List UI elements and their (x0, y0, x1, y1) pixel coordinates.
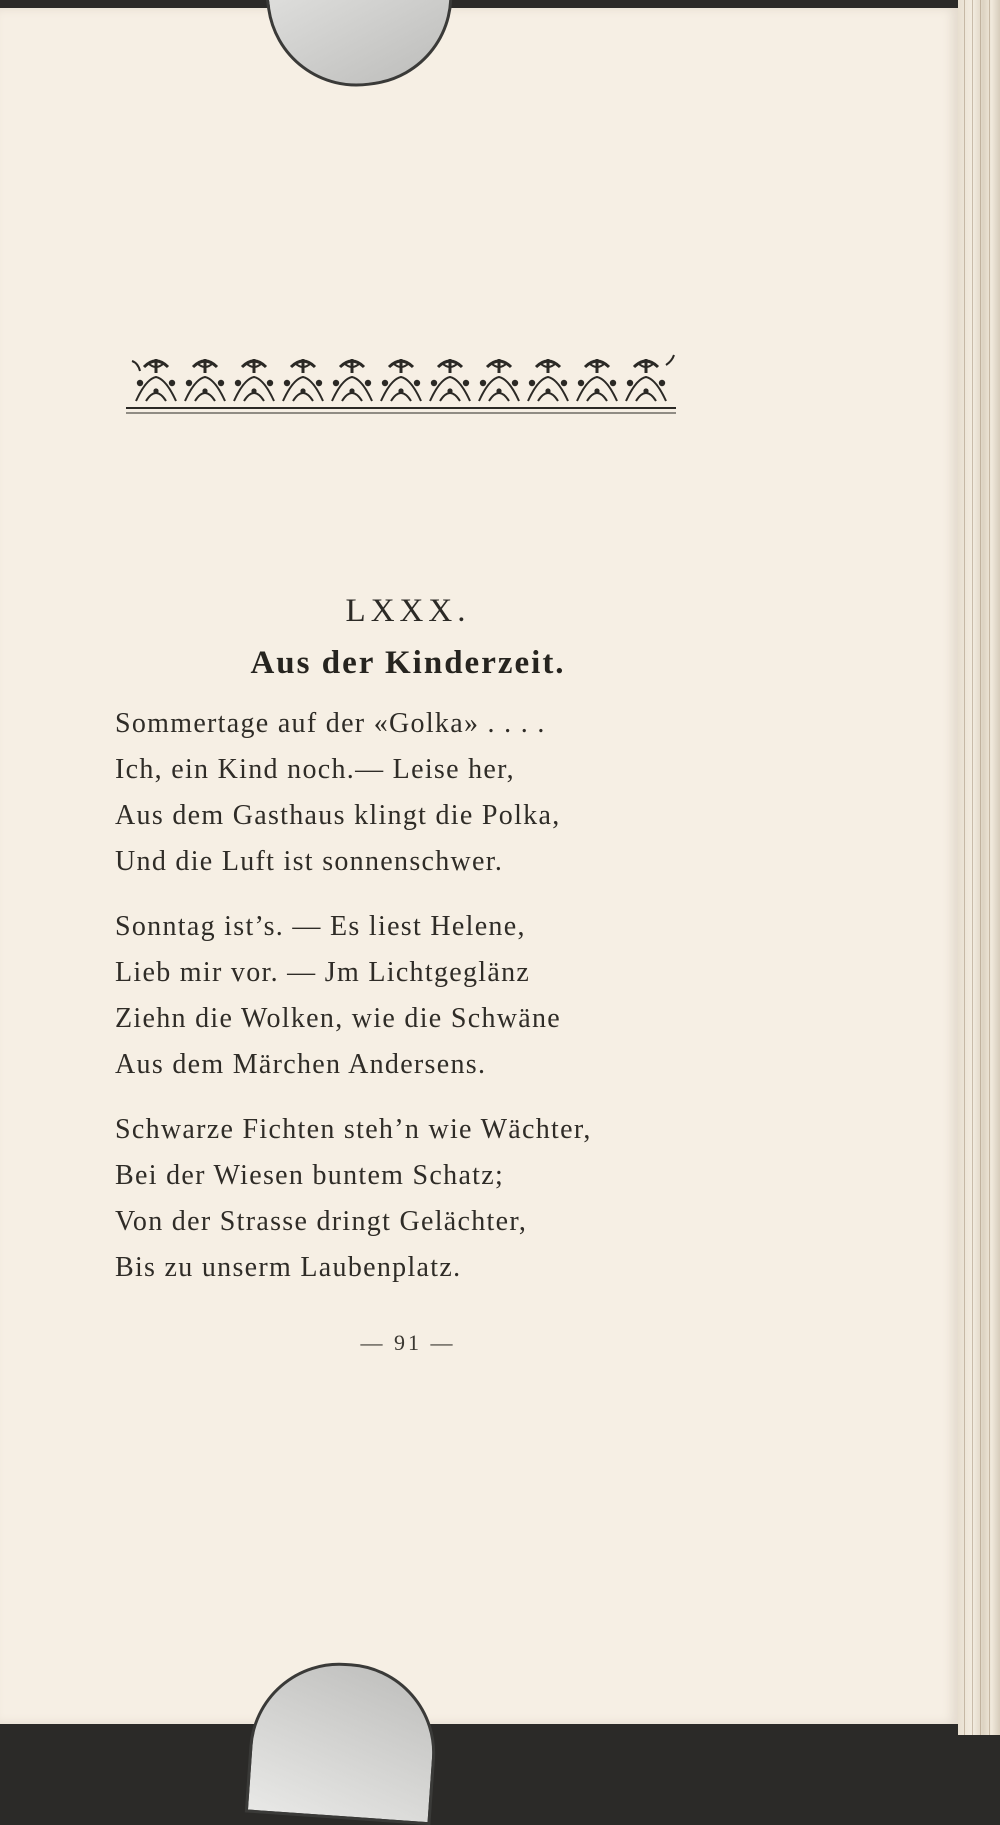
poem-line: Schwarze Fichten steh’n wie Wächter, (115, 1114, 592, 1145)
page-number: — 91 — (360, 1330, 456, 1355)
stanza-3 (115, 1107, 755, 1291)
poem-line: Aus dem Gasthaus klingt die Polka, (115, 800, 561, 831)
ornament-motif (430, 359, 470, 401)
poem-title: Aus der Kinderzeit. (250, 645, 566, 681)
poem-line: Aus dem Märchen Andersens. (115, 1049, 487, 1080)
book-page (0, 8, 958, 1724)
ornament-motif (234, 359, 274, 401)
ornament-motif (626, 359, 666, 401)
ornament-motif (528, 359, 568, 401)
stanza-1 (115, 701, 755, 885)
poem-line: Lieb mir vor. — Jm Lichtgeglänz (115, 957, 531, 988)
ornament-motif (136, 359, 176, 401)
poem-line: Ziehn die Wolken, wie die Schwäne (115, 1003, 562, 1034)
decorative-header-ornament (126, 353, 676, 415)
poem-line: Und die Luft ist sonnenschwer. (115, 846, 504, 877)
chapter-numeral: LXXX. (345, 593, 471, 629)
poem-line: Von der Strasse dringt Gelächter, (115, 1206, 528, 1237)
ornament-motif (185, 359, 225, 401)
poem-line: Sonntag ist’s. — Es liest Helene, (115, 911, 526, 942)
ornament-motif (479, 359, 519, 401)
poem-line: Ich, ein Kind noch.— Leise her, (115, 754, 515, 785)
ornament-motif (577, 359, 617, 401)
poem-line: Bis zu unserm Laubenplatz. (115, 1252, 462, 1283)
page-stack-edge (958, 0, 1000, 1735)
stanza-2 (115, 904, 755, 1088)
poem-line: Sommertage auf der «Golka» . . . . (115, 708, 546, 739)
ornament-motif (381, 359, 421, 401)
ornament-motif (332, 359, 372, 401)
ornament-motif (283, 359, 323, 401)
poem-line: Bei der Wiesen buntem Schatz; (115, 1160, 505, 1191)
